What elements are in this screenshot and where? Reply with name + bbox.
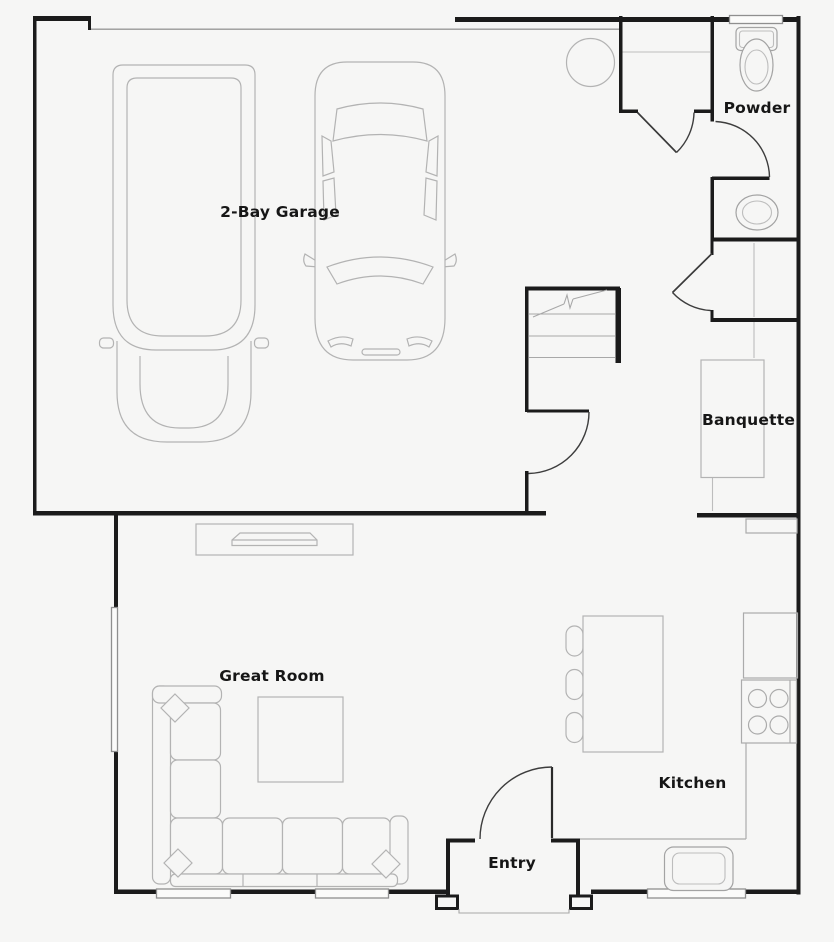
great-room-front-window-1 <box>157 889 231 898</box>
closet-door-leaf-1 <box>638 113 677 153</box>
great-room-side-window <box>112 608 118 752</box>
label-entry: Entry <box>488 854 536 872</box>
porch-pillar-left <box>437 896 458 909</box>
truck-mirror-left <box>100 338 114 348</box>
closet-door-arc-1 <box>677 113 695 153</box>
great-room-front-window-2 <box>316 889 389 898</box>
entry-door-arc <box>480 767 552 839</box>
tv <box>232 533 317 546</box>
kitchen-fixtures <box>566 519 798 891</box>
porch-pillar-right <box>571 896 592 909</box>
closet-door-arc-2 <box>673 293 711 311</box>
label-banquette: Banquette <box>701 411 796 429</box>
sofa-top-arm <box>153 686 222 703</box>
kitchen-island <box>583 616 663 752</box>
label-kitchen: Kitchen <box>658 774 727 792</box>
truck-mirror-right <box>255 338 269 348</box>
room-labels <box>219 99 795 872</box>
truck-cab <box>117 341 251 442</box>
pickup-truck <box>100 65 269 442</box>
powder-door-arc <box>716 122 770 178</box>
sofa-cushion-4 <box>283 818 343 874</box>
burner-4 <box>770 716 788 734</box>
cooktop <box>742 680 797 743</box>
media-console <box>196 524 353 555</box>
water-heater <box>567 39 615 87</box>
counter-upper <box>746 519 797 533</box>
garage-entry-door-leaf <box>527 410 589 413</box>
entry-porch <box>437 896 592 913</box>
sectional-sofa <box>153 686 409 887</box>
garage-entry-door-arc <box>529 412 590 474</box>
truck-windshield <box>140 356 228 428</box>
counter-mid <box>744 613 798 678</box>
sofa-front-rail <box>171 874 398 887</box>
powder-window <box>730 16 783 24</box>
burner-3 <box>749 716 767 734</box>
closet-door-leaf-2 <box>673 254 713 293</box>
burner-1 <box>749 690 767 708</box>
burner-2 <box>770 690 788 708</box>
coffee-table <box>258 697 343 782</box>
label-garage: 2-Bay Garage <box>220 203 340 221</box>
garage-door-header <box>91 29 619 30</box>
bar-stool-1 <box>566 626 583 656</box>
sofa-back-rail <box>153 686 171 884</box>
label-great-room: Great Room <box>219 667 325 685</box>
bar-stool-2 <box>566 670 583 700</box>
bar-stool-3 <box>566 713 583 743</box>
porch-edge <box>459 909 569 913</box>
sofa-cushion-3 <box>223 818 283 874</box>
sofa-cushion-2 <box>171 760 221 818</box>
staircase <box>529 290 615 358</box>
label-powder: Powder <box>723 99 791 117</box>
stair-direction-line <box>533 290 607 317</box>
powder-door-leaf <box>712 177 770 181</box>
